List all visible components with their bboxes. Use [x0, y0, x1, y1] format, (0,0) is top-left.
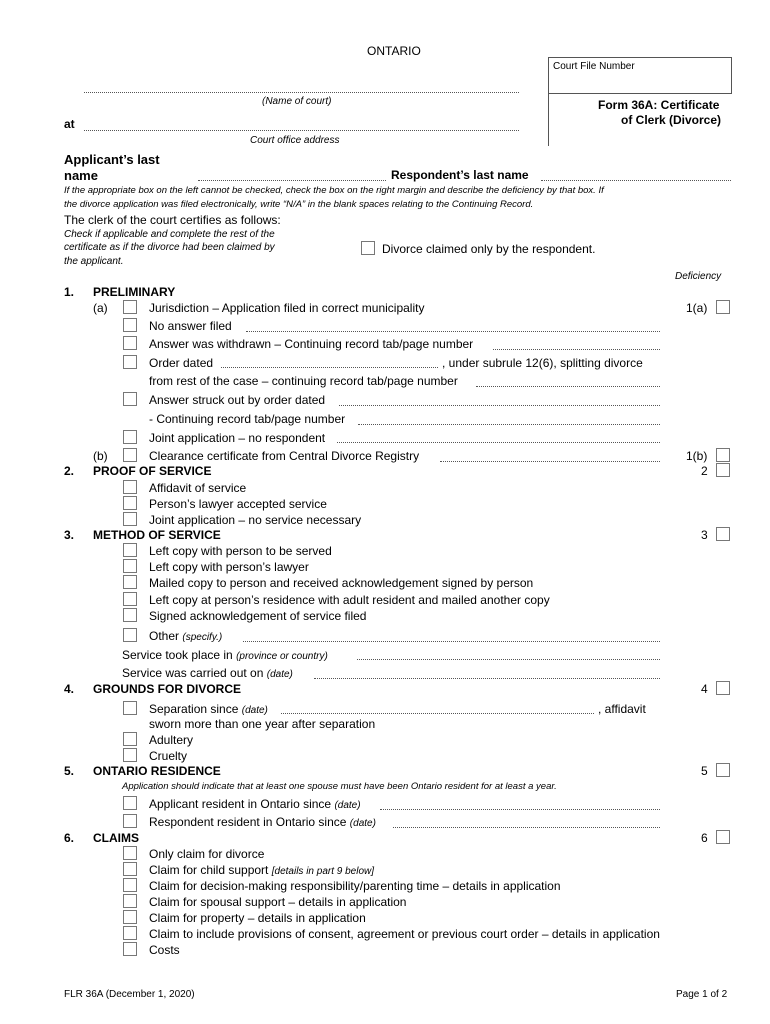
- court-file-number-label: Court File Number: [553, 61, 635, 72]
- other-method-label: Other (specify.): [149, 629, 223, 643]
- respondent-resident-field[interactable]: [393, 827, 660, 828]
- method-item: Left copy with person to be served: [149, 544, 332, 558]
- from-rest-label: from rest of the case – continuing record tab/page number: [149, 374, 458, 388]
- clearance-label: Clearance certificate from Central Divorce Registry: [149, 449, 420, 463]
- answer-struck-label: Answer struck out by order dated: [149, 393, 326, 407]
- deficiency-6-checkbox[interactable]: [716, 830, 730, 844]
- deficiency-1b-label: 1(b): [686, 449, 708, 463]
- answer-withdrawn-label: Answer was withdrawn – Continuing record tab/page number: [149, 337, 474, 351]
- answer-struck-checkbox[interactable]: [123, 392, 137, 406]
- adultery-checkbox[interactable]: [123, 732, 137, 746]
- instruction-line-1: If the appropriate box on the left cannot be checked, check the box on the right margin and describe the deficiency by that box. If: [64, 185, 604, 196]
- took-place-label: Service took place in (province or country): [122, 648, 328, 662]
- divider: [548, 94, 549, 146]
- deficiency-5-checkbox[interactable]: [716, 763, 730, 777]
- respondent-only-checkbox[interactable]: [361, 241, 375, 255]
- claim-checkbox[interactable]: [123, 846, 137, 860]
- clearance-checkbox[interactable]: [123, 448, 137, 462]
- respondent-resident-checkbox[interactable]: [123, 814, 137, 828]
- form-subtitle: of Clerk (Divorce): [621, 113, 722, 127]
- court-office-field[interactable]: [84, 130, 519, 131]
- claim-item: Costs: [149, 943, 180, 957]
- deficiency-1b-checkbox[interactable]: [716, 448, 730, 462]
- claim-checkbox[interactable]: [123, 878, 137, 892]
- claim-item: Claim for property – details in application: [149, 911, 366, 925]
- method-checkbox[interactable]: [123, 575, 137, 589]
- proof-item: Joint application – no service necessary: [149, 513, 362, 527]
- sub-a-label: (a): [93, 301, 108, 315]
- deficiency-4-checkbox[interactable]: [716, 681, 730, 695]
- respondent-name-field[interactable]: [541, 180, 731, 181]
- no-answer-label: No answer filed: [149, 319, 232, 333]
- from-rest-field[interactable]: [476, 386, 660, 387]
- page-number: Page 1 of 2: [676, 989, 728, 1000]
- method-checkbox[interactable]: [123, 559, 137, 573]
- lawyer-accepted-checkbox[interactable]: [123, 496, 137, 510]
- section-1-title: PRELIMINARY: [93, 285, 176, 299]
- separation-date-field[interactable]: [281, 713, 594, 714]
- deficiency-1a-checkbox[interactable]: [716, 300, 730, 314]
- deficiency-5-label: 5: [701, 764, 708, 778]
- order-dated-label: Order dated: [149, 356, 214, 370]
- section-5-title: ONTARIO RESIDENCE: [93, 764, 221, 778]
- affidavit-service-checkbox[interactable]: [123, 480, 137, 494]
- at-label: at: [64, 117, 75, 131]
- under-subrule-label: , under subrule 12(6), splitting divorce: [442, 356, 643, 370]
- applicant-resident-label: Applicant resident in Ontario since (date): [149, 797, 361, 811]
- answer-struck-field[interactable]: [339, 405, 660, 406]
- respondent-label: Respondent’s last name: [391, 168, 529, 182]
- check-line-2: certificate as if the divorce had been claimed by: [64, 242, 275, 253]
- separation-checkbox[interactable]: [123, 701, 137, 715]
- continuing-tab-label: - Continuing record tab/page number: [149, 412, 346, 426]
- proof-item: Person’s lawyer accepted service: [149, 497, 327, 511]
- joint-no-service-checkbox[interactable]: [123, 512, 137, 526]
- claim-checkbox[interactable]: [123, 894, 137, 908]
- section-6-title: CLAIMS: [93, 831, 139, 845]
- section-4-title: GROUNDS FOR DIVORCE: [93, 682, 242, 696]
- no-answer-field[interactable]: [246, 331, 660, 332]
- claim-checkbox[interactable]: [123, 862, 137, 876]
- deficiency-4-label: 4: [701, 682, 708, 696]
- section-2-title: PROOF OF SERVICE: [93, 464, 212, 478]
- deficiency-3-label: 3: [701, 528, 708, 542]
- check-line-3: the applicant.: [64, 256, 124, 267]
- joint-application-label: Joint application – no respondent: [149, 431, 326, 445]
- cruelty-checkbox[interactable]: [123, 748, 137, 762]
- check-line-1: Check if applicable and complete the rest of the: [64, 229, 275, 240]
- claim-item: Claim for child support [details in part 9 below]: [149, 863, 375, 877]
- sworn-label: sworn more than one year after separation: [149, 717, 376, 731]
- adultery-label: Adultery: [149, 733, 194, 747]
- claim-checkbox[interactable]: [123, 910, 137, 924]
- joint-application-field[interactable]: [337, 442, 660, 443]
- name-of-court-label: (Name of court): [262, 96, 332, 107]
- form-title: Form 36A: Certificate: [598, 98, 720, 112]
- certifies-text: The clerk of the court certifies as follows:: [64, 213, 281, 227]
- applicant-name-field[interactable]: [198, 180, 386, 181]
- province-title: ONTARIO: [367, 44, 421, 58]
- claim-checkbox[interactable]: [123, 942, 137, 956]
- joint-application-checkbox[interactable]: [123, 430, 137, 444]
- claim-item: Claim for spousal support – details in application: [149, 895, 407, 909]
- other-method-field[interactable]: [243, 641, 660, 642]
- claim-checkbox[interactable]: [123, 926, 137, 940]
- carried-out-label: Service was carried out on (date): [122, 666, 293, 680]
- section-3-number: 3.: [64, 528, 75, 542]
- answer-withdrawn-field[interactable]: [493, 349, 660, 350]
- applicant-resident-checkbox[interactable]: [123, 796, 137, 810]
- answer-withdrawn-checkbox[interactable]: [123, 336, 137, 350]
- applicant-label-2: name: [64, 168, 98, 183]
- section-3-title: METHOD OF SERVICE: [93, 528, 221, 542]
- method-checkbox[interactable]: [123, 608, 137, 622]
- respondent-resident-label: Respondent resident in Ontario since (date): [149, 815, 376, 829]
- claim-item: Claim for decision-making responsibility/parenting time – details in application: [149, 879, 561, 893]
- form-id: FLR 36A (December 1, 2020): [64, 989, 195, 1000]
- claim-item: Only claim for divorce: [149, 847, 265, 861]
- deficiency-2-checkbox[interactable]: [716, 463, 730, 477]
- method-item: Left copy with person’s lawyer: [149, 560, 309, 574]
- deficiency-1a-label: 1(a): [686, 301, 708, 315]
- deficiency-3-checkbox[interactable]: [716, 527, 730, 541]
- applicant-resident-field[interactable]: [380, 809, 660, 810]
- order-dated-field[interactable]: [221, 367, 438, 368]
- name-of-court-field[interactable]: [84, 92, 519, 93]
- instruction-line-2: the divorce application was filed electronically, write “N/A” in the blank spaces relating to the Continuing Record.: [64, 199, 534, 210]
- method-item: Mailed copy to person and received acknowledgement signed by person: [149, 576, 534, 590]
- section-1-number: 1.: [64, 285, 75, 299]
- deficiency-6-label: 6: [701, 831, 708, 845]
- cruelty-label: Cruelty: [149, 749, 188, 763]
- section-4-number: 4.: [64, 682, 75, 696]
- residence-note: Application should indicate that at least one spouse must have been Ontario resident for at least a year.: [122, 781, 557, 792]
- section-2-number: 2.: [64, 464, 75, 478]
- clearance-field[interactable]: [440, 461, 660, 462]
- court-office-label: Court office address: [250, 135, 340, 146]
- method-checkbox[interactable]: [123, 543, 137, 557]
- claim-item: Claim to include provisions of consent, agreement or previous court order – details in application: [149, 927, 660, 941]
- section-6-number: 6.: [64, 831, 75, 845]
- other-method-checkbox[interactable]: [123, 628, 137, 642]
- continuing-tab-field[interactable]: [358, 424, 660, 425]
- order-dated-checkbox[interactable]: [123, 355, 137, 369]
- applicant-label: Applicant’s last: [64, 152, 160, 167]
- method-item: Signed acknowledgement of service filed: [149, 609, 367, 623]
- section-5-number: 5.: [64, 764, 75, 778]
- jurisdiction-checkbox[interactable]: [123, 300, 137, 314]
- affidavit-label: , affidavit: [598, 702, 646, 716]
- proof-item: Affidavit of service: [149, 481, 247, 495]
- sub-b-label: (b): [93, 449, 108, 463]
- separation-label: Separation since (date): [149, 702, 268, 716]
- took-place-field[interactable]: [357, 659, 660, 660]
- method-item: Left copy at person’s residence with adult resident and mailed another copy: [149, 593, 550, 607]
- method-checkbox[interactable]: [123, 592, 137, 606]
- deficiency-2-label: 2: [701, 464, 708, 478]
- no-answer-checkbox[interactable]: [123, 318, 137, 332]
- deficiency-label: Deficiency: [675, 271, 722, 282]
- jurisdiction-label: Jurisdiction – Application filed in correct municipality: [149, 301, 425, 315]
- respondent-only-label: Divorce claimed only by the respondent.: [382, 242, 596, 256]
- carried-out-field[interactable]: [314, 678, 660, 679]
